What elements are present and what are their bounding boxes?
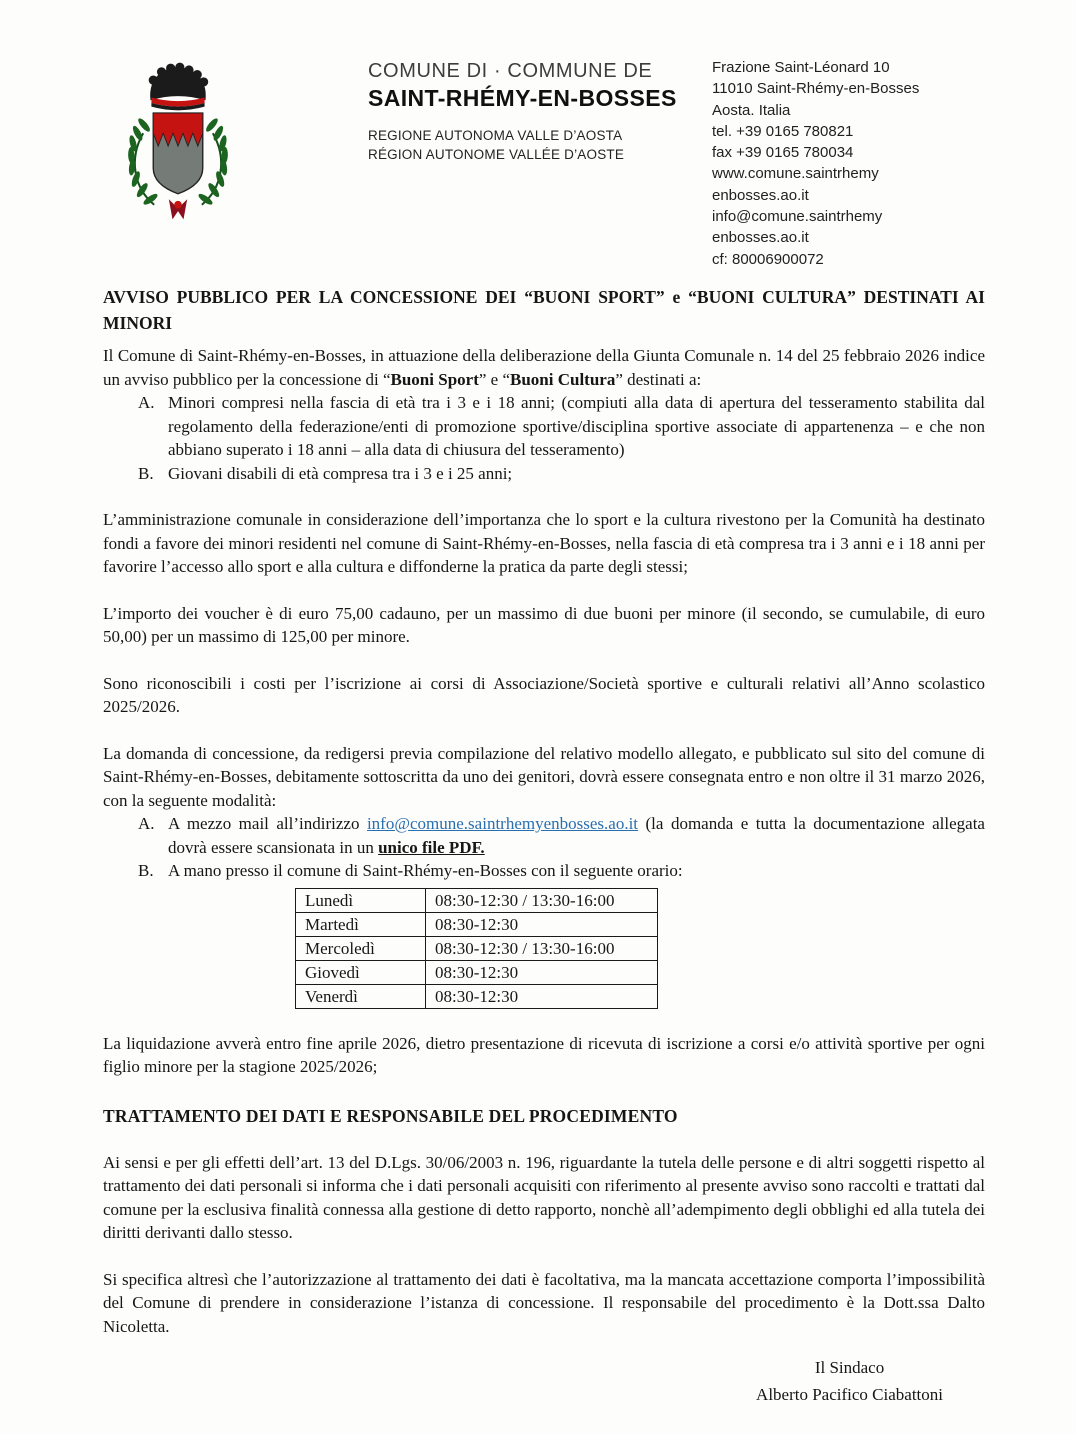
signature-name: Alberto Pacifico Ciabattoni [756, 1385, 943, 1404]
region-lines [368, 126, 713, 164]
schedule-row [296, 936, 658, 960]
list-item [138, 859, 985, 883]
commune-bilingual-label: COMUNE DI · COMMUNE DE [368, 60, 653, 82]
list-marker: A. [138, 393, 155, 412]
paragraph-funds: L’amministrazione comunale in considerazione dell’importanza che lo sport e la cultura rivestono per la Comunità ha destinato fondi a favore dei minori residenti nel comune di Saint-Rhémy-en-Bosses, nella fascia di età compresa tra i 3 anni e i 18 anni per favorire l’accesso allo sport e alla cultura e diffonderne la pratica da parte degli stessi; [103, 510, 985, 576]
text-line: enbosses.ao.it [712, 229, 809, 247]
paragraph-voucher-amount: L’importo dei voucher è di euro 75,00 cadauno, per un massimo di due buoni per minore (il secondo, se cumulabile, di euro 50,00) per un massimo di 125,00 per minore. [103, 603, 985, 646]
list-item [138, 391, 985, 462]
letterhead [103, 52, 985, 284]
schedule-row [296, 960, 658, 984]
list-marker: B. [138, 861, 154, 880]
text-line: RÉGION AUTONOME VALLÉE D’AOSTE [368, 147, 625, 163]
text-line: Aosta. Italia [712, 101, 791, 119]
schedule-cell: Lunedì [296, 888, 426, 912]
paragraph-privacy: Ai sensi e per gli effetti dell’art. 13 del D.Lgs. 30/06/2003 n. 196, riguardante la tutela delle persone e di altri soggetti rispetto al trattamento dei dati personali si informa che i dati personali acquisiti con riferimento al presente avviso sono raccolti e trattati dal comune per la esclusiva finalità connessa alla gestione di detto rapporto, nonchè all’adempimento degli obblighi ed alla tutela dei diritti derivanti dallo stesso. [103, 1152, 985, 1242]
schedule-cell: Martedì [296, 912, 426, 936]
commune-name: SAINT-RHÉMY-EN-BOSSES [368, 85, 677, 111]
text-line: www.comune.saintrhemy [712, 165, 879, 183]
paragraph-eligible-costs: Sono riconoscibili i costi per l’iscrizione ai corsi di Associazione/Società sportive e culturali relativi all’Anno scolastico 2025/2026. [103, 673, 985, 716]
crown-icon [149, 63, 209, 111]
schedule-row [296, 912, 658, 936]
list-item-text: Minori compresi nella fascia di età tra i 3 e i 18 anni; (compiuti alla data di apertura del tesseramento stabilita dal regolamento della federazione/enti di promozione sportive/disciplina sportive associate di appartenenza – e che non abbiano superato i 18 anni – alla data di chiusura del tesseramento) [168, 393, 985, 459]
text-segment: ” destinati a: [615, 369, 702, 389]
text-segment: Il Comune di Saint-Rhémy-en-Bosses, in attuazione della deliberazione della Giunta Comunale n. 14 del 25 febbraio 2026 indice un avviso pubblico per la concessione di “ [103, 346, 985, 389]
list-item [138, 812, 985, 859]
signature-role: Il Sindaco [814, 1358, 885, 1377]
schedule-cell: 08:30-12:30 [426, 960, 658, 984]
list-item-text: A mano presso il comune di Saint-Rhémy-en-Bosses con il seguente orario: [168, 861, 683, 880]
paragraph-application: La domanda di concessione, da redigersi previa compilazione del relativo modello allegato, e pubblicato sul sito del comune di Saint-Rhémy-en-Bosses, debitamente sottoscritta da uno dei genitori, dovrà essere consegnata entro e non oltre il 31 marzo 2026, con la seguente modalità: [103, 743, 985, 810]
submission-modes-list [138, 812, 985, 883]
text-line: enbosses.ao.it [712, 186, 809, 204]
list-marker: B. [138, 463, 154, 483]
schedule-cell: 08:30-12:30 / 13:30-16:00 [426, 888, 658, 912]
text-segment: ” e “ [478, 369, 510, 389]
commune-identity [368, 60, 713, 164]
paragraph-intro [103, 344, 985, 391]
text-line: 11010 Saint-Rhémy-en-Bosses [712, 80, 920, 98]
text-segment: Buoni Cultura [510, 369, 616, 389]
text-segment: A mezzo mail all’indirizzo [168, 814, 367, 833]
beneficiaries-list [138, 391, 985, 485]
shield-icon [153, 113, 203, 194]
paragraph-liquidation: La liquidazione avverà entro fine aprile 2026, dietro presentazione di ricevuta di iscrizione a corsi e/o attività sportive per ogni figlio minore per la stagione 2025/2026; [103, 1033, 985, 1076]
schedule-cell: Venerdì [296, 984, 426, 1008]
list-item-text [168, 814, 985, 857]
text-line: tel. +39 0165 780821 [712, 122, 854, 140]
text-line: cf: 80006900072 [712, 250, 824, 268]
text-line: info@comune.saintrhemy [712, 208, 883, 226]
text-line: Frazione Saint-Léonard 10 [712, 59, 890, 76]
schedule-row [296, 984, 658, 1008]
opening-hours-table [295, 888, 658, 1009]
schedule-cell: Mercoledì [296, 936, 426, 960]
text-segment: Buoni Sport [390, 369, 479, 389]
page-title: AVVISO PUBBLICO PER LA CONCESSIONE DEI “BUONI SPORT” e “BUONI CULTURA” DESTINATI AI MINORI [103, 287, 985, 333]
opening-hours-body [296, 888, 658, 1008]
schedule-cell: Giovedì [296, 960, 426, 984]
contact-block [712, 57, 987, 270]
list-item-text: Giovani disabili di età compresa tra i 3 e i 25 anni; [168, 463, 513, 483]
text-line: REGIONE AUTONOMA VALLE D’AOSTA [368, 128, 623, 143]
paragraph-consent: Si specifica altresì che l’autorizzazione al trattamento dei dati è facoltativa, ma la mancata accettazione comporta l’impossibilità del Comune di prendere in considerazione l’istanza di concessione. Il responsabile del procedimento è la Dott.ssa Dalto Nicoletta. [103, 1269, 985, 1336]
schedule-cell: 08:30-12:30 / 13:30-16:00 [426, 936, 658, 960]
list-item [138, 462, 985, 486]
text-segment: unico file PDF. [378, 837, 485, 857]
signature-block [756, 1354, 943, 1408]
email-link[interactable]: info@comune.saintrhemyenbosses.ao.it [366, 814, 639, 833]
schedule-cell: 08:30-12:30 [426, 912, 658, 936]
text-line: fax +39 0165 780034 [712, 144, 854, 162]
text-segment: (la domanda e tutta la documentazione allegata dovrà essere scansionata in un [168, 814, 985, 857]
coat-of-arms-icon [123, 54, 233, 240]
list-marker: A. [138, 814, 155, 833]
schedule-cell: 08:30-12:30 [426, 984, 658, 1008]
schedule-row [296, 888, 658, 912]
data-treatment-heading: TRATTAMENTO DEI DATI E RESPONSABILE DEL PROCEDIMENTO [103, 1105, 678, 1126]
